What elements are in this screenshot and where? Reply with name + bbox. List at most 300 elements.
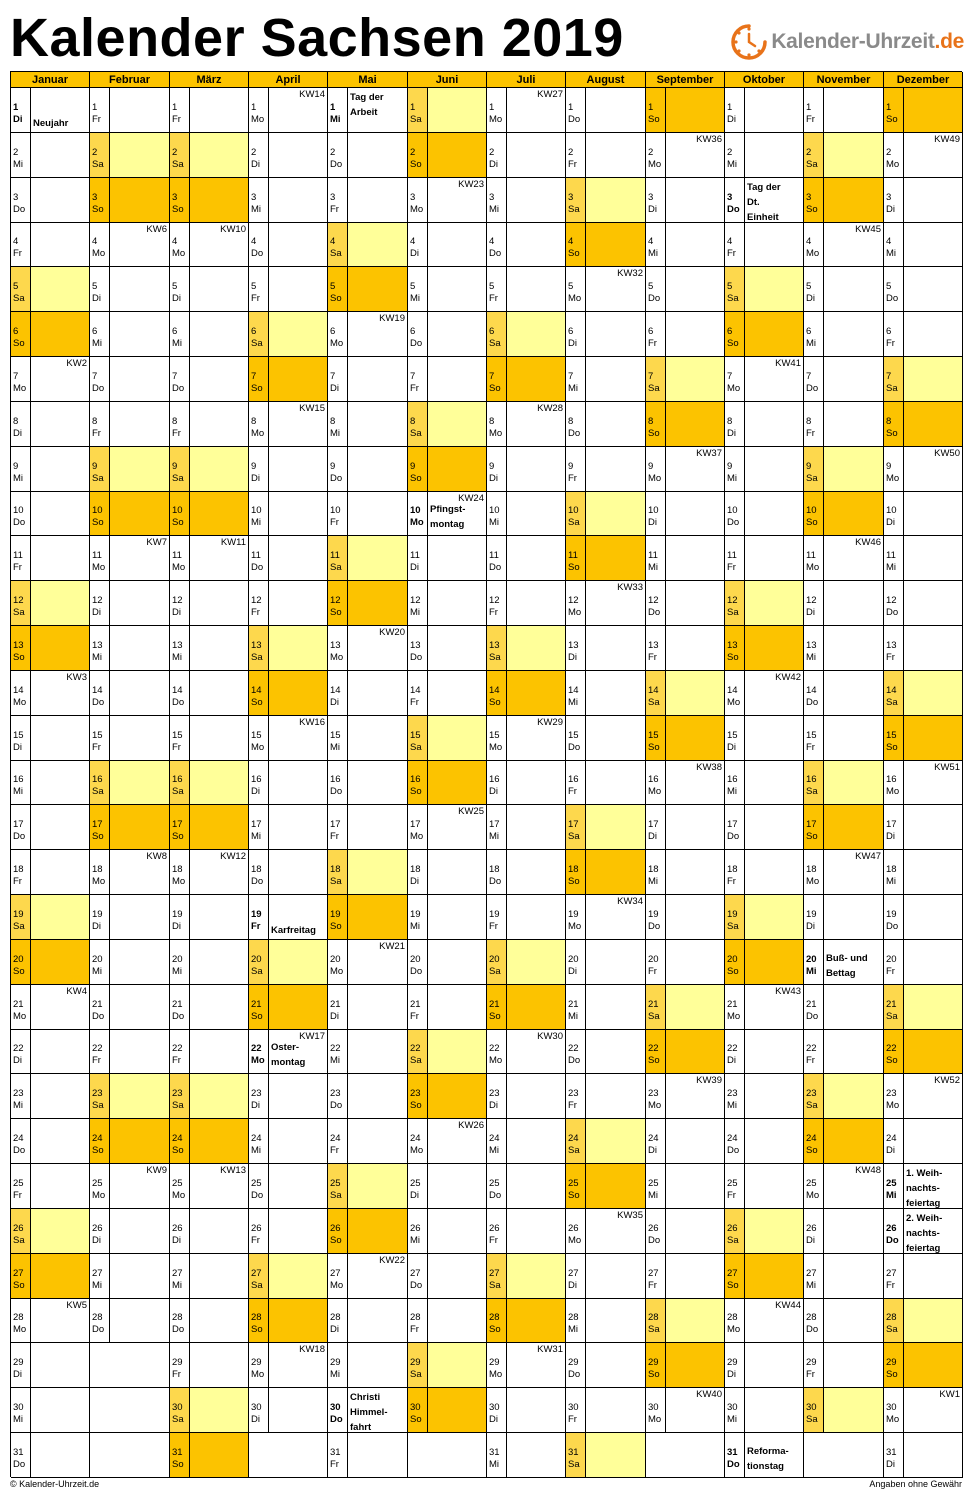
day-cell[interactable] [566,1164,646,1209]
day-cell[interactable] [90,267,170,312]
day-cell[interactable] [566,1388,646,1433]
day-cell[interactable] [487,671,566,716]
day-cell[interactable] [328,716,408,761]
day-cell[interactable] [566,357,646,402]
day-cell[interactable] [566,88,646,133]
day-cell[interactable] [170,312,249,357]
day-cell[interactable] [646,402,725,447]
day-cell[interactable] [408,536,487,581]
day-cell[interactable] [90,1164,170,1209]
day-cell[interactable] [884,1119,963,1164]
day-cell[interactable] [408,267,487,312]
day-cell[interactable] [646,133,725,178]
day-cell[interactable] [11,1074,90,1119]
day-cell[interactable] [804,223,884,267]
day-cell[interactable] [725,88,804,133]
day-cell[interactable] [725,1074,804,1119]
day-cell[interactable] [170,1299,249,1343]
day-cell[interactable] [487,1433,566,1478]
day-cell[interactable] [804,133,884,178]
day-cell[interactable] [487,1164,566,1209]
day-cell[interactable] [725,805,804,850]
day-cell[interactable] [408,447,487,492]
day-cell[interactable] [884,1030,963,1074]
day-cell[interactable] [328,492,408,536]
day-cell[interactable] [487,223,566,267]
day-cell[interactable] [804,1209,884,1254]
day-cell[interactable] [408,223,487,267]
day-cell[interactable] [487,312,566,357]
day-cell[interactable] [884,267,963,312]
holiday-cell[interactable] [11,88,90,133]
day-cell[interactable] [328,671,408,716]
day-cell[interactable] [328,1299,408,1343]
day-cell[interactable] [566,1433,646,1478]
day-cell[interactable] [804,1254,884,1299]
day-cell[interactable] [804,805,884,850]
day-cell[interactable] [725,850,804,895]
day-cell[interactable] [487,1074,566,1119]
day-cell[interactable] [804,581,884,626]
day-cell[interactable] [249,1164,328,1209]
day-cell[interactable] [170,1030,249,1074]
day-cell[interactable] [487,626,566,671]
day-cell[interactable] [408,716,487,761]
day-cell[interactable] [408,626,487,671]
day-cell[interactable] [646,1164,725,1209]
day-cell[interactable] [884,133,963,178]
day-cell[interactable] [90,223,170,267]
day-cell[interactable] [90,716,170,761]
day-cell[interactable] [884,357,963,402]
day-cell[interactable] [11,447,90,492]
day-cell[interactable] [487,1254,566,1299]
day-cell[interactable] [566,626,646,671]
day-cell[interactable] [884,761,963,805]
day-cell[interactable] [170,1119,249,1164]
day-cell[interactable] [170,536,249,581]
day-cell[interactable] [170,357,249,402]
day-cell[interactable] [11,133,90,178]
day-cell[interactable] [328,985,408,1030]
day-cell[interactable] [646,895,725,940]
day-cell[interactable] [170,178,249,223]
day-cell[interactable] [11,671,90,716]
day-cell[interactable] [328,312,408,357]
day-cell[interactable] [170,671,249,716]
day-cell[interactable] [725,1119,804,1164]
day-cell[interactable] [725,985,804,1030]
day-cell[interactable] [328,1433,408,1478]
day-cell[interactable] [170,267,249,312]
day-cell[interactable] [646,1388,725,1433]
day-cell[interactable] [90,312,170,357]
day-cell[interactable] [328,1254,408,1299]
day-cell[interactable] [90,985,170,1030]
holiday-cell[interactable] [725,1433,804,1478]
day-cell[interactable] [249,133,328,178]
day-cell[interactable] [11,581,90,626]
day-cell[interactable] [249,985,328,1030]
day-cell[interactable] [487,940,566,985]
day-cell[interactable] [804,985,884,1030]
day-cell[interactable] [170,581,249,626]
day-cell[interactable] [725,1343,804,1388]
day-cell[interactable] [884,671,963,716]
day-cell[interactable] [408,895,487,940]
day-cell[interactable] [408,88,487,133]
day-cell[interactable] [804,1343,884,1388]
day-cell[interactable] [328,133,408,178]
day-cell[interactable] [646,626,725,671]
day-cell[interactable] [487,492,566,536]
day-cell[interactable] [566,1254,646,1299]
day-cell[interactable] [566,536,646,581]
day-cell[interactable] [328,1209,408,1254]
day-cell[interactable] [170,850,249,895]
day-cell[interactable] [566,178,646,223]
holiday-cell[interactable] [884,1164,963,1209]
day-cell[interactable] [646,88,725,133]
day-cell[interactable] [725,1254,804,1299]
day-cell[interactable] [408,312,487,357]
day-cell[interactable] [249,267,328,312]
day-cell[interactable] [646,178,725,223]
day-cell[interactable] [328,178,408,223]
day-cell[interactable] [249,761,328,805]
day-cell[interactable] [725,312,804,357]
day-cell[interactable] [884,492,963,536]
day-cell[interactable] [487,1119,566,1164]
day-cell[interactable] [646,1254,725,1299]
logo[interactable] [730,20,964,64]
day-cell[interactable] [408,850,487,895]
day-cell[interactable] [646,805,725,850]
day-cell[interactable] [90,626,170,671]
day-cell[interactable] [487,850,566,895]
day-cell[interactable] [328,940,408,985]
holiday-cell[interactable] [725,178,804,223]
day-cell[interactable] [646,1209,725,1254]
day-cell[interactable] [249,626,328,671]
day-cell[interactable] [90,671,170,716]
day-cell[interactable] [249,850,328,895]
day-cell[interactable] [170,1254,249,1299]
day-cell[interactable] [884,895,963,940]
holiday-cell[interactable] [249,1030,328,1074]
day-cell[interactable] [804,492,884,536]
day-cell[interactable] [11,536,90,581]
day-cell[interactable] [646,1343,725,1388]
day-cell[interactable] [249,178,328,223]
day-cell[interactable] [804,267,884,312]
day-cell[interactable] [804,1119,884,1164]
day-cell[interactable] [11,850,90,895]
day-cell[interactable] [249,1388,328,1433]
day-cell[interactable] [408,1254,487,1299]
day-cell[interactable] [11,895,90,940]
day-cell[interactable] [90,1254,170,1299]
day-cell[interactable] [249,1119,328,1164]
day-cell[interactable] [11,940,90,985]
day-cell[interactable] [408,402,487,447]
day-cell[interactable] [90,1299,170,1343]
day-cell[interactable] [408,940,487,985]
day-cell[interactable] [328,1119,408,1164]
day-cell[interactable] [408,985,487,1030]
day-cell[interactable] [725,895,804,940]
day-cell[interactable] [11,1209,90,1254]
day-cell[interactable] [408,357,487,402]
day-cell[interactable] [170,761,249,805]
day-cell[interactable] [804,88,884,133]
day-cell[interactable] [487,1030,566,1074]
day-cell[interactable] [646,267,725,312]
day-cell[interactable] [170,1343,249,1388]
day-cell[interactable] [646,716,725,761]
day-cell[interactable] [11,1254,90,1299]
day-cell[interactable] [566,1074,646,1119]
day-cell[interactable] [804,1164,884,1209]
day-cell[interactable] [90,536,170,581]
day-cell[interactable] [408,1119,487,1164]
day-cell[interactable] [884,223,963,267]
day-cell[interactable] [90,805,170,850]
day-cell[interactable] [804,671,884,716]
day-cell[interactable] [487,402,566,447]
day-cell[interactable] [566,1209,646,1254]
holiday-cell[interactable] [328,1388,408,1433]
day-cell[interactable] [884,447,963,492]
day-cell[interactable] [90,1209,170,1254]
day-cell[interactable] [328,581,408,626]
day-cell[interactable] [328,267,408,312]
day-cell[interactable] [646,1119,725,1164]
day-cell[interactable] [170,626,249,671]
day-cell[interactable] [328,1030,408,1074]
day-cell[interactable] [566,985,646,1030]
day-cell[interactable] [487,985,566,1030]
day-cell[interactable] [170,223,249,267]
day-cell[interactable] [725,940,804,985]
day-cell[interactable] [566,716,646,761]
day-cell[interactable] [646,223,725,267]
day-cell[interactable] [11,1164,90,1209]
day-cell[interactable] [170,985,249,1030]
day-cell[interactable] [646,536,725,581]
day-cell[interactable] [11,1030,90,1074]
day-cell[interactable] [646,1299,725,1343]
day-cell[interactable] [487,133,566,178]
day-cell[interactable] [884,581,963,626]
day-cell[interactable] [884,1254,963,1299]
day-cell[interactable] [804,178,884,223]
day-cell[interactable] [566,940,646,985]
day-cell[interactable] [249,1343,328,1388]
day-cell[interactable] [487,716,566,761]
day-cell[interactable] [11,1343,90,1388]
day-cell[interactable] [328,223,408,267]
day-cell[interactable] [804,1030,884,1074]
day-cell[interactable] [884,626,963,671]
day-cell[interactable] [566,1119,646,1164]
day-cell[interactable] [170,1209,249,1254]
day-cell[interactable] [170,1164,249,1209]
day-cell[interactable] [408,1209,487,1254]
day-cell[interactable] [11,1299,90,1343]
day-cell[interactable] [804,402,884,447]
day-cell[interactable] [884,178,963,223]
day-cell[interactable] [249,312,328,357]
day-cell[interactable] [328,357,408,402]
holiday-cell[interactable] [408,492,487,536]
day-cell[interactable] [249,223,328,267]
day-cell[interactable] [170,133,249,178]
copyright-footer[interactable]: © Kalender-Uhrzeit.de [10,1479,100,1489]
day-cell[interactable] [249,716,328,761]
day-cell[interactable] [11,985,90,1030]
day-cell[interactable] [804,357,884,402]
day-cell[interactable] [487,357,566,402]
day-cell[interactable] [646,671,725,716]
day-cell[interactable] [328,536,408,581]
day-cell[interactable] [170,1074,249,1119]
day-cell[interactable] [249,536,328,581]
day-cell[interactable] [90,895,170,940]
day-cell[interactable] [90,447,170,492]
day-cell[interactable] [11,267,90,312]
day-cell[interactable] [725,1030,804,1074]
day-cell[interactable] [566,1030,646,1074]
day-cell[interactable] [646,581,725,626]
day-cell[interactable] [249,88,328,133]
day-cell[interactable] [725,1164,804,1209]
day-cell[interactable] [884,1343,963,1388]
day-cell[interactable] [566,267,646,312]
day-cell[interactable] [90,1074,170,1119]
day-cell[interactable] [566,492,646,536]
day-cell[interactable] [487,178,566,223]
day-cell[interactable] [328,626,408,671]
day-cell[interactable] [249,1074,328,1119]
day-cell[interactable] [804,761,884,805]
day-cell[interactable] [170,447,249,492]
day-cell[interactable] [328,805,408,850]
day-cell[interactable] [487,895,566,940]
day-cell[interactable] [884,402,963,447]
day-cell[interactable] [725,761,804,805]
day-cell[interactable] [408,671,487,716]
day-cell[interactable] [646,850,725,895]
day-cell[interactable] [487,1388,566,1433]
day-cell[interactable] [90,88,170,133]
day-cell[interactable] [249,492,328,536]
day-cell[interactable] [566,1343,646,1388]
holiday-cell[interactable] [328,88,408,133]
day-cell[interactable] [249,402,328,447]
day-cell[interactable] [725,447,804,492]
day-cell[interactable] [11,1433,90,1478]
day-cell[interactable] [487,1343,566,1388]
day-cell[interactable] [884,850,963,895]
day-cell[interactable] [487,805,566,850]
day-cell[interactable] [249,357,328,402]
day-cell[interactable] [884,716,963,761]
day-cell[interactable] [725,357,804,402]
day-cell[interactable] [170,716,249,761]
day-cell[interactable] [90,850,170,895]
day-cell[interactable] [408,761,487,805]
day-cell[interactable] [725,1299,804,1343]
day-cell[interactable] [884,536,963,581]
day-cell[interactable] [249,1254,328,1299]
day-cell[interactable] [566,133,646,178]
day-cell[interactable] [11,223,90,267]
day-cell[interactable] [487,761,566,805]
day-cell[interactable] [646,357,725,402]
day-cell[interactable] [566,850,646,895]
day-cell[interactable] [170,940,249,985]
day-cell[interactable] [646,447,725,492]
day-cell[interactable] [566,671,646,716]
day-cell[interactable] [328,895,408,940]
day-cell[interactable] [566,1299,646,1343]
day-cell[interactable] [487,581,566,626]
day-cell[interactable] [328,1074,408,1119]
day-cell[interactable] [408,805,487,850]
day-cell[interactable] [249,1209,328,1254]
day-cell[interactable] [11,716,90,761]
day-cell[interactable] [804,447,884,492]
day-cell[interactable] [328,1343,408,1388]
day-cell[interactable] [11,626,90,671]
day-cell[interactable] [11,312,90,357]
day-cell[interactable] [487,267,566,312]
day-cell[interactable] [249,671,328,716]
day-cell[interactable] [408,1388,487,1433]
day-cell[interactable] [408,1074,487,1119]
day-cell[interactable] [646,1030,725,1074]
day-cell[interactable] [90,357,170,402]
day-cell[interactable] [884,805,963,850]
day-cell[interactable] [11,178,90,223]
day-cell[interactable] [566,895,646,940]
day-cell[interactable] [725,536,804,581]
day-cell[interactable] [11,1119,90,1164]
day-cell[interactable] [884,985,963,1030]
day-cell[interactable] [170,402,249,447]
day-cell[interactable] [487,447,566,492]
day-cell[interactable] [646,312,725,357]
day-cell[interactable] [725,492,804,536]
day-cell[interactable] [408,1030,487,1074]
day-cell[interactable] [884,1074,963,1119]
day-cell[interactable] [725,671,804,716]
day-cell[interactable] [170,88,249,133]
day-cell[interactable] [725,581,804,626]
day-cell[interactable] [90,492,170,536]
day-cell[interactable] [11,1388,90,1433]
day-cell[interactable] [804,1388,884,1433]
day-cell[interactable] [328,850,408,895]
day-cell[interactable] [170,492,249,536]
day-cell[interactable] [804,716,884,761]
holiday-cell[interactable] [884,1209,963,1254]
day-cell[interactable] [725,716,804,761]
day-cell[interactable] [566,805,646,850]
day-cell[interactable] [646,492,725,536]
day-cell[interactable] [170,1388,249,1433]
